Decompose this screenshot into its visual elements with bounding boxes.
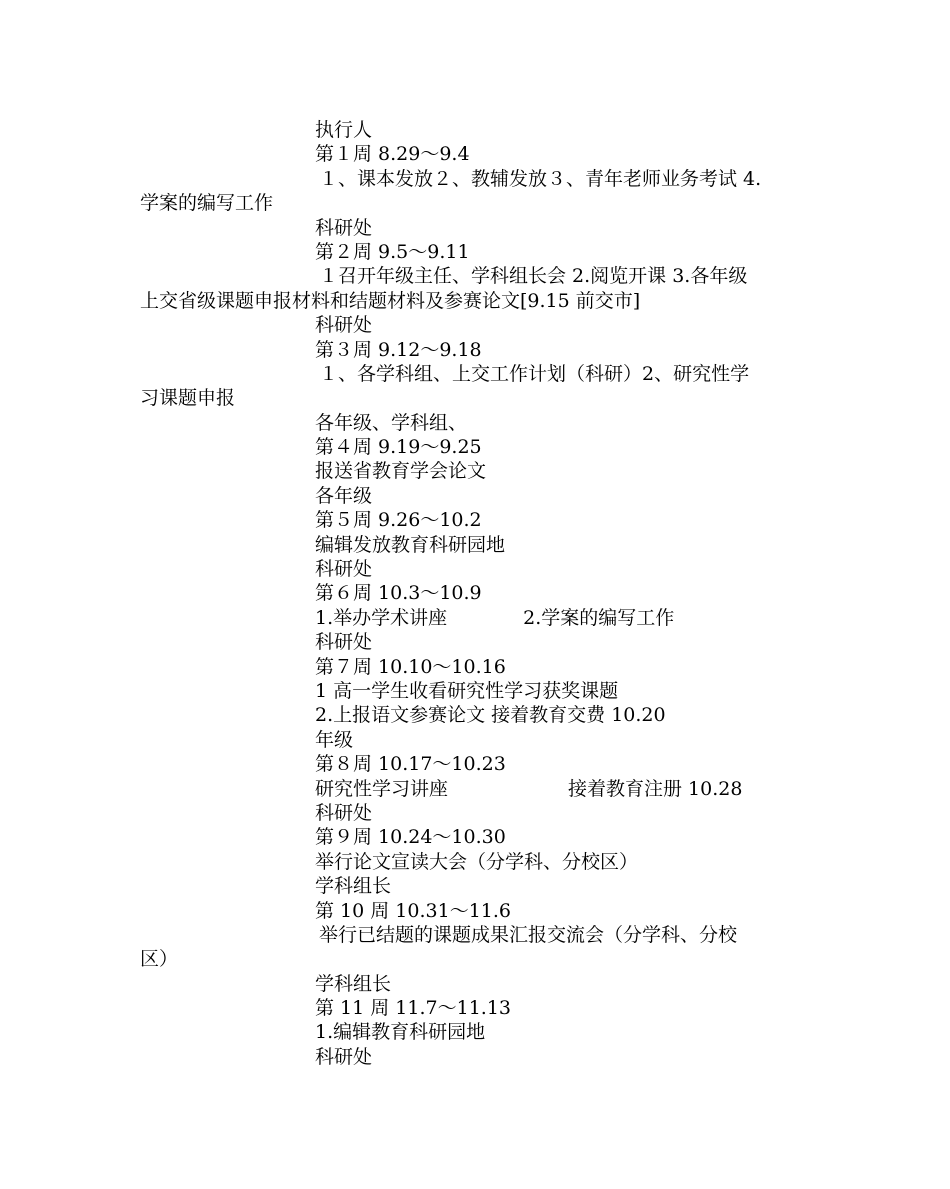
text-line: 第５周 9.26～10.2 (315, 509, 482, 532)
text-line: 科研处 (315, 1045, 373, 1068)
text-line: 第９周 10.24～10.30 (315, 826, 506, 849)
text-line (140, 777, 830, 801)
text-line: 第８周 10.17～10.23 (315, 753, 506, 776)
text-segment: 2.学案的编写工作 (523, 606, 675, 629)
text-segment: 接着教育注册 10.28 (568, 777, 743, 800)
text-line: 学科组长 (315, 972, 392, 995)
text-line: １召开年级主任、学科组长会 2.阅览开课 3.各年级 (319, 265, 748, 288)
text-line: 学科组长 (315, 875, 392, 898)
text-line: 2.上报语文参赛论文 接着教育交费 10.20 (315, 704, 666, 727)
text-line: 科研处 (315, 801, 373, 824)
text-line: 报送省教育学会论文 (315, 460, 487, 483)
text-segment: 1.举办学术讲座 (315, 606, 448, 629)
text-line: 各年级、学科组、 (315, 411, 468, 434)
schedule-text (140, 118, 830, 1069)
text-line: 区） (140, 948, 179, 971)
text-line: 各年级 (315, 484, 373, 507)
text-line: 举行已结题的课题成果汇报交流会（分学科、分校 (319, 923, 738, 946)
text-line: 第４周 9.19～9.25 (315, 436, 482, 459)
text-line: 科研处 (315, 314, 373, 337)
text-line: 第３周 9.12～9.18 (315, 338, 482, 361)
text-line: 第２周 9.5～9.11 (315, 240, 470, 263)
text-line: 科研处 (315, 216, 373, 239)
text-line: １、课本发放２、教辅发放３、青年老师业务考试 4. (319, 167, 762, 190)
text-line: １、各学科组、上交工作计划（科研）2、研究性学 (319, 362, 750, 385)
text-line: 1 高一学生收看研究性学习获奖课题 (315, 679, 619, 702)
text-line: 编辑发放教育科研园地 (315, 533, 506, 556)
text-line: 习课题申报 (140, 387, 236, 410)
text-line: 举行论文宣读大会（分学科、分校区） (315, 850, 639, 873)
text-line: 上交省级课题申报材料和结题材料及参赛论文[9.15 前交市] (140, 289, 641, 312)
text-line: 年级 (315, 728, 354, 751)
text-line: 科研处 (315, 631, 373, 654)
text-line: 科研处 (315, 558, 373, 581)
text-line: 第１周 8.29～9.4 (315, 143, 470, 166)
text-line: 执行人 (315, 119, 373, 141)
text-line: 学案的编写工作 (140, 192, 274, 215)
text-line: 1.编辑教育科研园地 (315, 1021, 486, 1044)
text-line: 第７周 10.10～10.16 (315, 655, 506, 678)
text-line: 第 10 周 10.31～11.6 (315, 899, 511, 922)
text-line: 第６周 10.3～10.9 (315, 582, 482, 605)
text-segment: 研究性学习讲座 (315, 777, 449, 800)
text-line: 第 11 周 11.7～11.13 (315, 997, 511, 1020)
text-line (140, 606, 830, 630)
